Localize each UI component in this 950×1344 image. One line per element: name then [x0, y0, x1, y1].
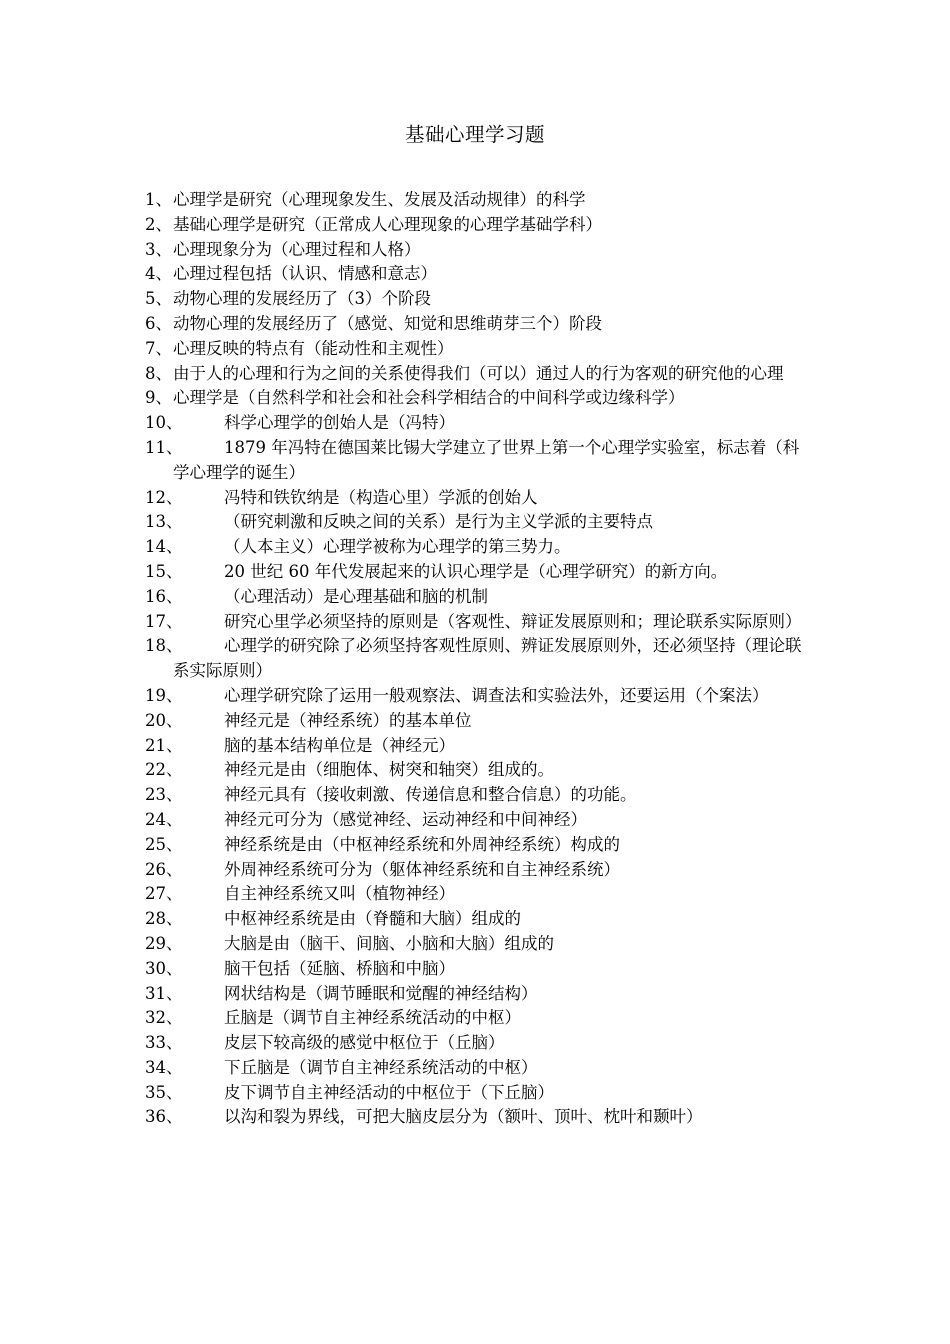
item-text: 自主神经系统又叫（植物神经） — [224, 884, 455, 904]
list-item — [145, 486, 810, 511]
item-number: 24、 — [145, 809, 183, 829]
item-number: 34、 — [145, 1057, 183, 1077]
list-item — [145, 1006, 810, 1031]
item-text: 动物心理的发展经历了（感觉、知觉和思维萌芽三个）阶段 — [173, 313, 602, 333]
item-text: 神经元是（神经系统）的基本单位 — [224, 710, 472, 730]
item-text: 心理现象分为（心理过程和人格） — [173, 239, 421, 259]
item-text: 心理学的研究除了必须坚持客观性原则、辨证发展原则外，还必须坚持（理论联系实际原则） — [173, 636, 802, 681]
item-text: 网状结构是（调节睡眠和觉醒的神经结构） — [224, 983, 538, 1003]
item-text: 由于人的心理和行为之间的关系使得我们（可以）通过人的行为客观的研究他的心理 — [173, 363, 784, 383]
item-number: 11、 — [145, 437, 183, 457]
item-number: 6、 — [145, 313, 172, 333]
list-item — [145, 709, 810, 734]
list-item — [145, 287, 810, 312]
item-number: 8、 — [145, 363, 172, 383]
list-item — [145, 1081, 810, 1106]
item-text: 心理学是研究（心理现象发生、发展及活动规律）的科学 — [173, 190, 586, 209]
list-item — [145, 634, 810, 684]
list-item — [145, 783, 810, 808]
list-item — [145, 1105, 810, 1130]
item-text: 神经元可分为（感觉神经、运动神经和中间神经） — [224, 809, 587, 829]
item-number: 14、 — [145, 537, 183, 557]
list-item — [145, 808, 810, 833]
item-number: 3、 — [145, 239, 172, 259]
item-number: 23、 — [145, 785, 183, 805]
item-number: 1、 — [145, 190, 172, 209]
list-item — [145, 734, 810, 759]
list-item — [145, 213, 810, 238]
item-number: 5、 — [145, 289, 172, 309]
item-number: 22、 — [145, 760, 183, 780]
list-item — [145, 684, 810, 709]
list-item — [145, 585, 810, 610]
question-list — [145, 188, 810, 1130]
item-number: 30、 — [145, 958, 183, 978]
item-number: 25、 — [145, 834, 183, 854]
item-text: 科学心理学的创始人是（冯特） — [224, 413, 455, 433]
item-number: 32、 — [145, 1008, 183, 1028]
item-number: 28、 — [145, 909, 183, 929]
item-number: 35、 — [145, 1082, 183, 1102]
list-item — [145, 882, 810, 907]
item-text: 心理学研究除了运用一般观察法、调查法和实验法外，还要运用（个案法） — [224, 685, 769, 705]
list-item — [145, 312, 810, 337]
item-text: 中枢神经系统是由（脊髓和大脑）组成的 — [224, 909, 521, 929]
item-text: 心理学是（自然科学和社会和社会科学相结合的中间科学或边缘科学） — [173, 388, 685, 408]
list-item — [145, 362, 810, 387]
item-number: 20、 — [145, 710, 183, 730]
item-text: 下丘脑是（调节自主神经系统活动的中枢） — [224, 1057, 538, 1077]
item-number: 17、 — [145, 611, 183, 631]
item-text: （心理活动）是心理基础和脑的机制 — [224, 586, 488, 606]
list-item — [145, 337, 810, 362]
list-item — [145, 535, 810, 560]
list-item — [145, 833, 810, 858]
list-item — [145, 262, 810, 287]
item-text: 大脑是由（脑干、间脑、小脑和大脑）组成的 — [224, 933, 554, 953]
list-item — [145, 1056, 810, 1081]
item-text: 以沟和裂为界线，可把大脑皮层分为（额叶、顶叶、枕叶和颞叶） — [224, 1107, 703, 1127]
item-number: 26、 — [145, 859, 183, 879]
item-number: 7、 — [145, 338, 172, 358]
item-text: （研究刺激和反映之间的关系）是行为主义学派的主要特点 — [224, 512, 653, 532]
item-text: 心理反映的特点有（能动性和主观性） — [173, 338, 454, 358]
list-item — [145, 907, 810, 932]
item-text: 脑的基本结构单位是（神经元） — [224, 735, 455, 755]
item-text: 20 世纪 60 年代发展起来的认识心理学是（心理学研究）的新方向。 — [224, 561, 728, 581]
item-text: 丘脑是（调节自主神经系统活动的中枢） — [224, 1008, 521, 1028]
item-text: 冯特和铁钦纳是（构造心里）学派的创始人 — [224, 487, 538, 507]
item-number: 15、 — [145, 561, 183, 581]
item-number: 21、 — [145, 735, 183, 755]
item-number: 36、 — [145, 1107, 183, 1127]
list-item — [145, 188, 810, 213]
list-item — [145, 610, 810, 635]
list-item — [145, 758, 810, 783]
item-text: 神经元是由（细胞体、树突和轴突）组成的。 — [224, 760, 554, 780]
item-number: 4、 — [145, 264, 172, 284]
list-item — [145, 858, 810, 883]
list-item — [145, 238, 810, 263]
item-number: 16、 — [145, 586, 183, 606]
item-text: 皮层下较高级的感觉中枢位于（丘脑） — [224, 1033, 505, 1053]
item-number: 10、 — [145, 413, 183, 433]
item-text: 神经元具有（接收刺激、传递信息和整合信息）的功能。 — [224, 785, 637, 805]
list-item — [145, 932, 810, 957]
item-text: 脑干包括（延脑、桥脑和中脑） — [224, 958, 455, 978]
item-text: 动物心理的发展经历了（3）个阶段 — [173, 289, 431, 309]
item-text: 皮下调节自主神经活动的中枢位于（下丘脑） — [224, 1082, 554, 1102]
item-number: 31、 — [145, 983, 183, 1003]
item-number: 18、 — [145, 636, 183, 656]
item-text: 神经系统是由（中枢神经系统和外周神经系统）构成的 — [224, 834, 620, 854]
item-number: 27、 — [145, 884, 183, 904]
item-text: 研究心里学必须坚持的原则是（客观性、辩证发展原则和；理论联系实际原则） — [224, 611, 802, 631]
item-number: 19、 — [145, 685, 183, 705]
list-item — [145, 957, 810, 982]
item-number: 2、 — [145, 214, 172, 234]
item-number: 33、 — [145, 1033, 183, 1053]
item-number: 9、 — [145, 388, 172, 408]
item-number: 12、 — [145, 487, 183, 507]
list-item — [145, 1031, 810, 1056]
list-item — [145, 386, 810, 411]
list-item — [145, 411, 810, 436]
item-text: 外周神经系统可分为（躯体神经系统和自主神经系统） — [224, 859, 620, 879]
list-item — [145, 510, 810, 535]
item-text: 1879 年冯特在德国莱比锡大学建立了世界上第一个心理学实验室，标志着（科学心理学的诞生） — [173, 437, 800, 482]
list-item — [145, 982, 810, 1007]
item-text: （人本主义）心理学被称为心理学的第三势力。 — [224, 537, 571, 557]
item-number: 29、 — [145, 933, 183, 953]
item-text: 基础心理学是研究（正常成人心理现象的心理学基础学科） — [173, 214, 602, 234]
list-item — [145, 560, 810, 585]
item-number: 13、 — [145, 512, 183, 532]
document-title: 基础心理学习题 — [404, 123, 545, 146]
list-item — [145, 436, 810, 486]
item-text: 心理过程包括（认识、情感和意志） — [173, 264, 437, 284]
